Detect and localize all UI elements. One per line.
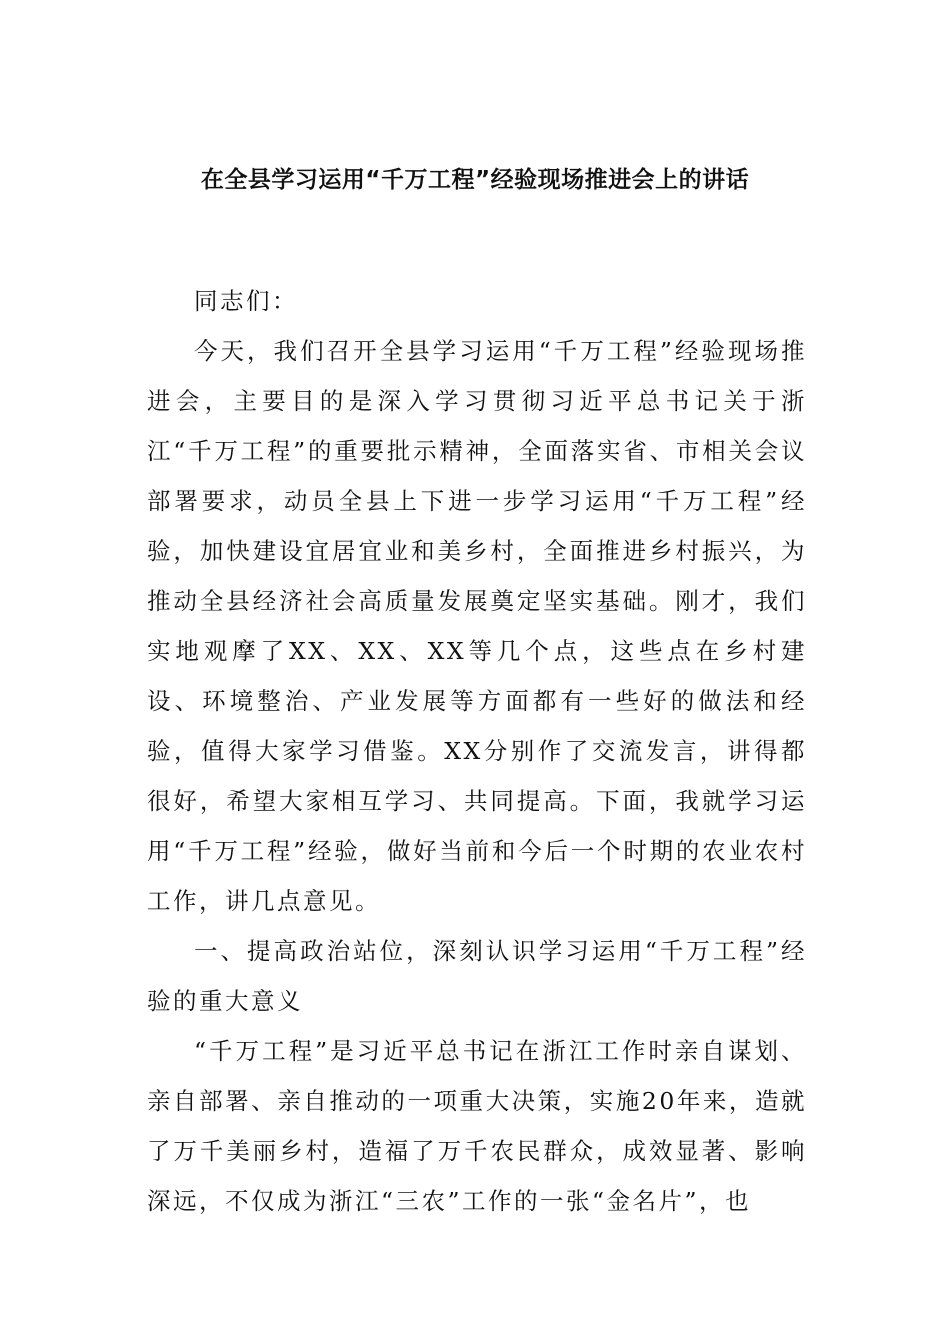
salutation-paragraph: 同志们： — [194, 287, 298, 315]
body-paragraph: “千万工程”是习近平总书记在浙江工作时亲自谋划、亲自部署、亲自推动的一项重大决策，实施20年来，造就了万千美丽乡村，造福了万千农民群众，成效显著、影响深远，不仅成为浙江“三农”工作的一张“金名片”，也 — [147, 1037, 807, 1215]
document-body — [147, 276, 807, 1226]
document-title: 在全县学习运用“千万工程”经验现场推进会上的讲话 — [200, 167, 750, 193]
intro-paragraph: 今天，我们召开全县学习运用“千万工程”经验现场推进会，主要目的是深入学习贯彻习近平总书记关于浙江“千万工程”的重要批示精神，全面落实省、市相关会议部署要求，动员全县上下进一步学习运用“千万工程”经验，加快建设宜居宜业和美乡村，全面推进乡村振兴，为推动全县经济社会高质量发展奠定坚实基础。刚才，我们实地观摩了XX、XX、XX等几个点，这些点在乡村建设、环境整治、产业发展等方面都有一些好的做法和经验，值得大家学习借鉴。XX分别作了交流发言，讲得都很好，希望大家相互学习、共同提高。下面，我就学习运用“千万工程”经验，做好当前和今后一个时期的农业农村工作，讲几点意见。 — [147, 337, 807, 915]
section-heading-1: 一、提高政治站位，深刻认识学习运用“千万工程”经验的重大意义 — [147, 937, 807, 1015]
